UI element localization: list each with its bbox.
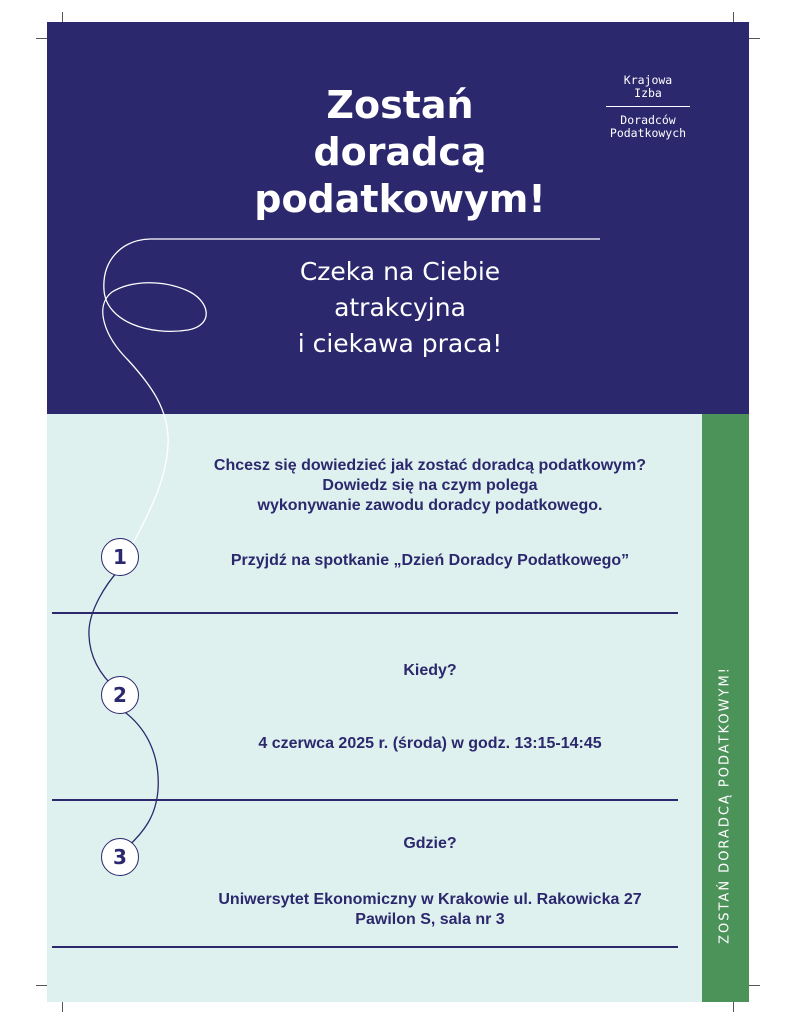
text-line: Chcesz się dowiedzieć jak zostać doradcą podatkowym? <box>213 457 647 474</box>
step-3-location <box>150 890 710 930</box>
step-1-question <box>150 456 710 516</box>
title-line: Zostań <box>326 83 474 127</box>
step-3-heading: Gdzie? <box>403 835 457 852</box>
logo-line: Doradców <box>620 113 676 127</box>
subtitle <box>230 254 570 362</box>
text-line: wykonywanie zawodu doradcy podatkowego. <box>257 497 603 514</box>
logo-line: Krajowa <box>623 73 673 87</box>
step-number-3: 3 <box>101 838 139 876</box>
subtitle-line: i ciekawa praca! <box>297 329 503 358</box>
kidp-logo <box>598 74 698 140</box>
page-title <box>230 82 570 223</box>
title-line: doradcą <box>313 130 487 174</box>
subtitle-line: Czeka na Ciebie <box>299 257 501 286</box>
text-line: Dowiedz się na czym polega <box>322 477 538 494</box>
step-2-heading: Kiedy? <box>403 662 457 679</box>
title-line: podatkowym! <box>254 177 546 221</box>
section-divider <box>52 946 678 948</box>
step-1-invite: Przyjdź na spotkanie „Dzień Doradcy Podatkowego” <box>230 552 630 569</box>
step-2-date: 4 czerwca 2025 r. (środa) w godz. 13:15-14:45 <box>258 735 602 752</box>
logo-divider <box>606 106 690 107</box>
subtitle-line: atrakcyjna <box>334 293 466 322</box>
logo-line: Podatkowych <box>609 126 687 140</box>
text-line: Pawilon S, sala nr 3 <box>355 911 505 928</box>
section-divider <box>52 612 678 614</box>
section-divider <box>52 799 678 801</box>
side-banner-text: ZOSTAŃ DORADCĄ PODATKOWYM! <box>717 666 733 944</box>
logo-line: Izba <box>634 86 662 100</box>
step-number-2: 2 <box>101 676 139 714</box>
text-line: Uniwersytet Ekonomiczny w Krakowie ul. Rakowicka 27 <box>218 891 642 908</box>
step-number-1: 1 <box>101 538 139 576</box>
